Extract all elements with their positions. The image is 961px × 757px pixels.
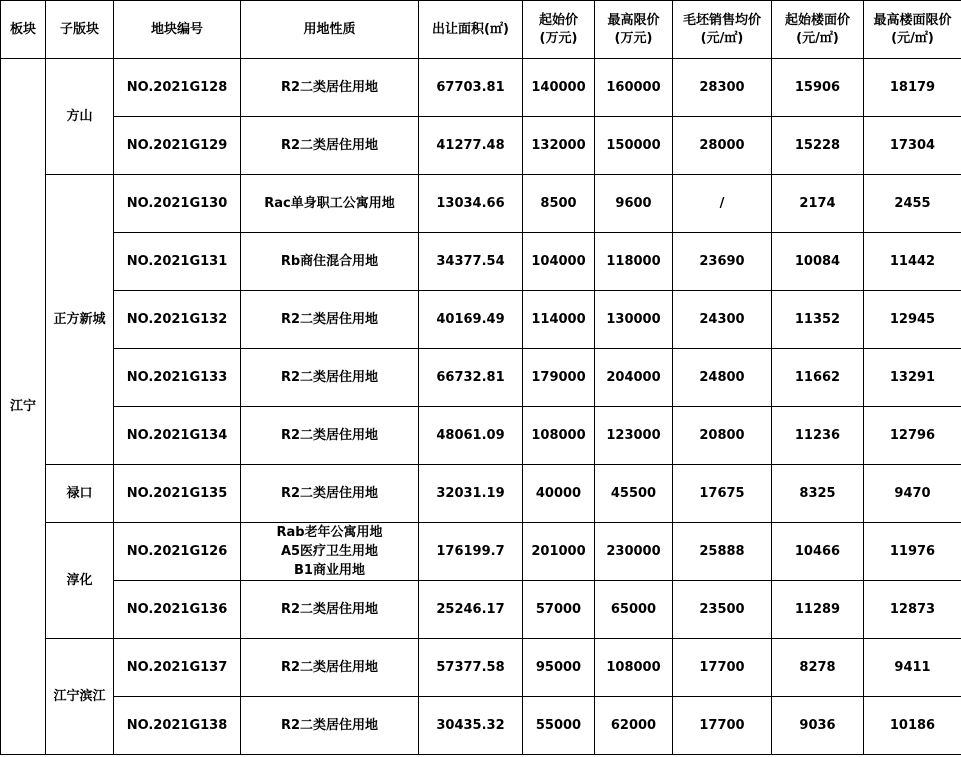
- max-price-cell: 9600: [595, 175, 673, 233]
- max-price-cell: 130000: [595, 291, 673, 349]
- table-row: [1, 581, 961, 639]
- max-price-cell: 160000: [595, 59, 673, 117]
- area-cell: 13034.66: [419, 175, 523, 233]
- land-use-line: R2二类居住用地: [280, 428, 379, 443]
- avg-sale-price-cell: 28300: [673, 59, 772, 117]
- floor-start-price-cell: 8278: [772, 639, 864, 697]
- header-maopi: [673, 1, 772, 59]
- max-price-cell: 118000: [595, 233, 673, 291]
- start-price-cell: 104000: [523, 233, 595, 291]
- parcel-id-cell: NO.2021G132: [114, 291, 241, 349]
- parcel-id-cell: NO.2021G131: [114, 233, 241, 291]
- floor-max-price-cell: 11976: [864, 523, 961, 581]
- land-use-line: R2二类居住用地: [280, 718, 379, 733]
- land-use-cell: [241, 407, 419, 465]
- floor-start-price-cell: 11662: [772, 349, 864, 407]
- start-price-cell: 95000: [523, 639, 595, 697]
- sub-region-cell: 淳化: [46, 523, 114, 639]
- header-maopi-unit: (元/㎡): [700, 30, 744, 46]
- floor-start-price-cell: 11352: [772, 291, 864, 349]
- parcel-id-cell: NO.2021G126: [114, 523, 241, 581]
- start-price-cell: 201000: [523, 523, 595, 581]
- parcel-id-cell: NO.2021G136: [114, 581, 241, 639]
- parcel-id-cell: NO.2021G138: [114, 697, 241, 755]
- land-use-line: R2二类居住用地: [280, 660, 379, 675]
- header-qishi-lou-unit: (元/㎡): [796, 30, 839, 46]
- floor-start-price-cell: 8325: [772, 465, 864, 523]
- header-qishi-lou-label: 起始楼面价: [784, 12, 850, 28]
- area-cell: 34377.54: [419, 233, 523, 291]
- start-price-cell: 132000: [523, 117, 595, 175]
- header-mianji: 出让面积(㎡): [419, 1, 523, 59]
- start-price-cell: 40000: [523, 465, 595, 523]
- land-use-cell: [241, 349, 419, 407]
- header-bankuai: 板块: [1, 1, 46, 59]
- avg-sale-price-cell: 28000: [673, 117, 772, 175]
- table-row: [1, 523, 961, 581]
- avg-sale-price-cell: 17700: [673, 639, 772, 697]
- land-use-line: R2二类居住用地: [280, 138, 379, 153]
- avg-sale-price-cell: 23690: [673, 233, 772, 291]
- start-price-cell: 140000: [523, 59, 595, 117]
- floor-start-price-cell: 15228: [772, 117, 864, 175]
- table-row: [1, 697, 961, 755]
- parcel-id-cell: NO.2021G128: [114, 59, 241, 117]
- area-cell: 176199.7: [419, 523, 523, 581]
- sub-region-cell: 正方新城: [46, 175, 114, 465]
- floor-max-price-cell: 10186: [864, 697, 961, 755]
- table-row: [1, 117, 961, 175]
- sub-region-cell: 禄口: [46, 465, 114, 523]
- floor-max-price-cell: 12796: [864, 407, 961, 465]
- area-cell: 32031.19: [419, 465, 523, 523]
- header-qishi-label: 起始价: [538, 12, 578, 28]
- land-use-line: R2二类居住用地: [280, 80, 379, 95]
- sub-region-cell: 方山: [46, 59, 114, 175]
- land-use-cell: [241, 639, 419, 697]
- table-row: [1, 465, 961, 523]
- land-use-cell: [241, 117, 419, 175]
- floor-start-price-cell: 11236: [772, 407, 864, 465]
- land-use-cell: [241, 581, 419, 639]
- land-use-cell: [241, 291, 419, 349]
- avg-sale-price-cell: 25888: [673, 523, 772, 581]
- avg-sale-price-cell: 17675: [673, 465, 772, 523]
- land-use-line: R2二类居住用地: [280, 370, 379, 385]
- table-row: [1, 175, 961, 233]
- avg-sale-price-cell: 17700: [673, 697, 772, 755]
- sub-region-cell: 江宁滨江: [46, 639, 114, 755]
- land-use-line: Rac单身职工公寓用地: [264, 196, 395, 211]
- area-cell: 57377.58: [419, 639, 523, 697]
- parcel-id-cell: NO.2021G135: [114, 465, 241, 523]
- parcel-id-cell: NO.2021G134: [114, 407, 241, 465]
- table-row: [1, 59, 961, 117]
- area-cell: 30435.32: [419, 697, 523, 755]
- table-row: [1, 639, 961, 697]
- header-dikuai: 地块编号: [114, 1, 241, 59]
- land-use-cell: [241, 233, 419, 291]
- header-qishi-unit: (万元): [539, 30, 578, 46]
- start-price-cell: 57000: [523, 581, 595, 639]
- floor-start-price-cell: 2174: [772, 175, 864, 233]
- max-price-cell: 108000: [595, 639, 673, 697]
- header-yongdi: 用地性质: [241, 1, 419, 59]
- header-zuigao-lou-label: 最高楼面限价: [873, 12, 952, 28]
- land-use-line: R2二类居住用地: [280, 312, 379, 327]
- land-use-cell: [241, 465, 419, 523]
- header-row: [1, 1, 961, 59]
- avg-sale-price-cell: /: [673, 175, 772, 233]
- area-cell: 41277.48: [419, 117, 523, 175]
- max-price-cell: 45500: [595, 465, 673, 523]
- avg-sale-price-cell: 20800: [673, 407, 772, 465]
- land-use-cell: [241, 175, 419, 233]
- land-use-line: Rb商住混合用地: [280, 254, 379, 269]
- floor-start-price-cell: 15906: [772, 59, 864, 117]
- avg-sale-price-cell: 23500: [673, 581, 772, 639]
- region-cell: 江宁: [1, 59, 46, 755]
- floor-max-price-cell: 11442: [864, 233, 961, 291]
- max-price-cell: 204000: [595, 349, 673, 407]
- parcel-id-cell: NO.2021G133: [114, 349, 241, 407]
- area-cell: 48061.09: [419, 407, 523, 465]
- max-price-cell: 62000: [595, 697, 673, 755]
- max-price-cell: 123000: [595, 407, 673, 465]
- table-header: [1, 1, 961, 59]
- table-row: [1, 349, 961, 407]
- floor-max-price-cell: 13291: [864, 349, 961, 407]
- floor-max-price-cell: 12945: [864, 291, 961, 349]
- start-price-cell: 55000: [523, 697, 595, 755]
- land-use-cell: [241, 59, 419, 117]
- table-body: [1, 59, 961, 755]
- land-use-line: R2二类居住用地: [280, 486, 379, 501]
- avg-sale-price-cell: 24300: [673, 291, 772, 349]
- parcel-id-cell: NO.2021G137: [114, 639, 241, 697]
- table-row: [1, 291, 961, 349]
- start-price-cell: 8500: [523, 175, 595, 233]
- area-cell: 25246.17: [419, 581, 523, 639]
- area-cell: 66732.81: [419, 349, 523, 407]
- header-zuigao-unit: (万元): [614, 30, 653, 46]
- land-use-line: B1商业用地: [294, 563, 365, 578]
- land-use-line: Rab老年公寓用地: [276, 525, 383, 540]
- area-cell: 67703.81: [419, 59, 523, 117]
- floor-start-price-cell: 10466: [772, 523, 864, 581]
- floor-start-price-cell: 10084: [772, 233, 864, 291]
- land-use-cell: [241, 523, 419, 581]
- header-maopi-label: 毛坯销售均价: [682, 12, 761, 28]
- header-zuigao-lou: [864, 1, 961, 59]
- floor-max-price-cell: 2455: [864, 175, 961, 233]
- header-qishi: [523, 1, 595, 59]
- land-use-line: A5医疗卫生用地: [280, 544, 379, 559]
- header-qishi-lou: [772, 1, 864, 59]
- floor-max-price-cell: 9411: [864, 639, 961, 697]
- table-row: [1, 233, 961, 291]
- max-price-cell: 150000: [595, 117, 673, 175]
- parcel-id-cell: NO.2021G129: [114, 117, 241, 175]
- floor-max-price-cell: 17304: [864, 117, 961, 175]
- start-price-cell: 108000: [523, 407, 595, 465]
- land-use-line: R2二类居住用地: [280, 602, 379, 617]
- avg-sale-price-cell: 24800: [673, 349, 772, 407]
- floor-start-price-cell: 9036: [772, 697, 864, 755]
- floor-start-price-cell: 11289: [772, 581, 864, 639]
- max-price-cell: 65000: [595, 581, 673, 639]
- header-zibankuai: 子版块: [46, 1, 114, 59]
- start-price-cell: 179000: [523, 349, 595, 407]
- table-row: [1, 407, 961, 465]
- header-zuigao-lou-unit: (元/㎡): [891, 30, 934, 46]
- land-use-cell: [241, 697, 419, 755]
- parcel-id-cell: NO.2021G130: [114, 175, 241, 233]
- floor-max-price-cell: 12873: [864, 581, 961, 639]
- floor-max-price-cell: 9470: [864, 465, 961, 523]
- area-cell: 40169.49: [419, 291, 523, 349]
- floor-max-price-cell: 18179: [864, 59, 961, 117]
- max-price-cell: 230000: [595, 523, 673, 581]
- header-zuigao-label: 最高限价: [607, 12, 660, 28]
- start-price-cell: 114000: [523, 291, 595, 349]
- header-zuigao: [595, 1, 673, 59]
